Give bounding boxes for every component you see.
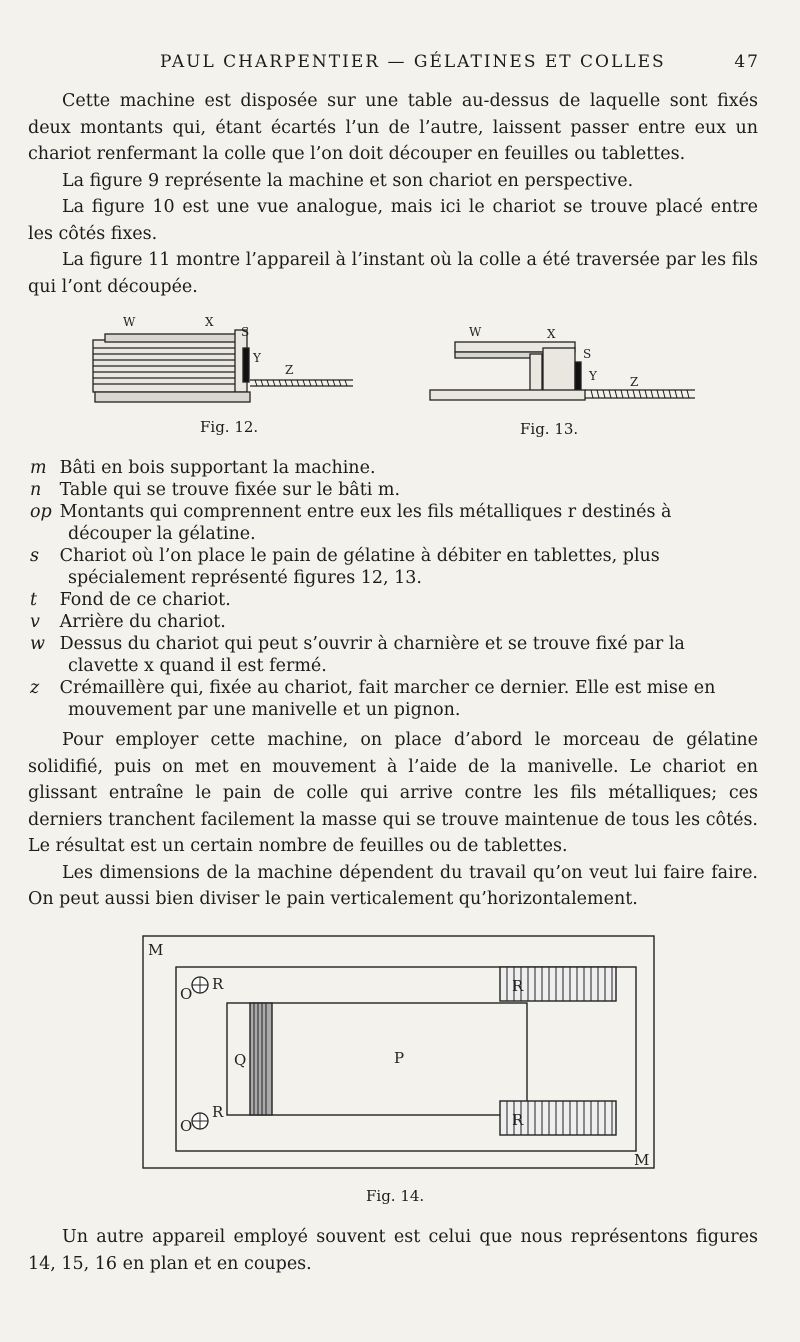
- legend-item: w Dessus du chariot qui peut s’ouvrir à charnière et se trouve fixé par la clavette x quand il est fermé.: [30, 634, 685, 676]
- fig14-caption: Fig. 14.: [366, 1187, 425, 1205]
- paragraph: Pour employer cette machine, on place d’abord le morceau de gélatine solidifié, puis on met en mouvement à l’aide de la manivelle. Le chariot en glissant entraîne le pain de colle qui arrive contre les fils métalliques; ces derniers tranchent facilement la masse qui se trouve maintenue de tous les côtés. Le résultat est un certain nombre de feuilles ou de tablettes.: [28, 730, 758, 856]
- label-w: W: [469, 325, 482, 339]
- label-O: O: [180, 1117, 193, 1135]
- intro-text: [28, 88, 758, 300]
- legend-item: m Bâti en bois supportant la machine.: [30, 458, 376, 478]
- paragraph: La figure 10 est une vue analogue, mais ici le chariot se trouve placé entre les côtés fixes.: [28, 197, 758, 244]
- label-y: Y: [589, 369, 597, 383]
- figure-14: [142, 935, 657, 1175]
- legend-item: z Crémaillère qui, fixée au chariot, fait marcher ce dernier. Elle est mise en mouvement par une manivelle et un pignon.: [30, 678, 716, 720]
- label-P: P: [394, 1049, 405, 1067]
- label-R: R: [212, 1103, 224, 1121]
- paragraph: La figure 9 représente la machine et son chariot en perspective.: [62, 170, 634, 191]
- legend-item: n Table qui se trouve fixée sur le bâti m.: [30, 480, 401, 500]
- fig12-caption: Fig. 12.: [200, 418, 259, 436]
- running-title: PAUL CHARPENTIER — GÉLATINES ET COLLES: [160, 52, 666, 72]
- label-Q: Q: [234, 1051, 247, 1069]
- figure-13: [425, 318, 705, 418]
- running-head: [60, 52, 760, 76]
- legend-item: v Arrière du chariot.: [30, 612, 226, 632]
- label-x: X: [547, 327, 556, 341]
- paragraph: Les dimensions de la machine dépendent du travail qu’on veut lui faire faire. On peut aussi bien diviser le pain verticalement qu’horizontalement.: [28, 862, 758, 909]
- label-O: O: [180, 985, 193, 1003]
- legend-item: op Montants qui comprennent entre eux les fils métalliques r destinés à découper la gélatine.: [30, 502, 672, 544]
- label-z: Z: [285, 363, 294, 377]
- figure-12: [85, 312, 365, 412]
- label-w: W: [123, 315, 136, 329]
- label-x: X: [205, 315, 214, 329]
- label-R: R: [512, 977, 524, 995]
- label-R: R: [512, 1111, 524, 1129]
- main-text: [28, 727, 758, 913]
- paragraph: Un autre appareil employé souvent est celui que nous représentons figures 14, 15, 16 en plan et en coupes.: [28, 1227, 758, 1274]
- fig13-caption: Fig. 13.: [520, 420, 579, 438]
- label-s: S: [241, 325, 250, 339]
- label-z: Z: [630, 375, 639, 389]
- closing-text: [28, 1224, 758, 1277]
- page-number: 47: [734, 52, 760, 72]
- label-y: Y: [253, 351, 261, 365]
- label-M-top: M: [148, 941, 164, 959]
- paragraph: Cette machine est disposée sur une table au-dessus de laquelle sont fixés deux montants qui, étant écartés l’un de l’autre, laissent passer entre eux un chariot renfermant la colle que l’on doit découper en feuilles ou tablettes.: [28, 91, 758, 164]
- label-s: S: [583, 347, 592, 361]
- label-M-bottom: M: [634, 1151, 650, 1169]
- label-R: R: [212, 975, 224, 993]
- legend-item: s Chariot où l’on place le pain de gélatine à débiter en tablettes, plus spécialement représenté figures 12, 13.: [30, 546, 660, 588]
- paragraph: La figure 11 montre l’appareil à l’instant où la colle a été traversée par les fils qui l’ont découpée.: [28, 250, 758, 297]
- legend: [30, 457, 758, 721]
- legend-item: t Fond de ce chariot.: [30, 590, 231, 610]
